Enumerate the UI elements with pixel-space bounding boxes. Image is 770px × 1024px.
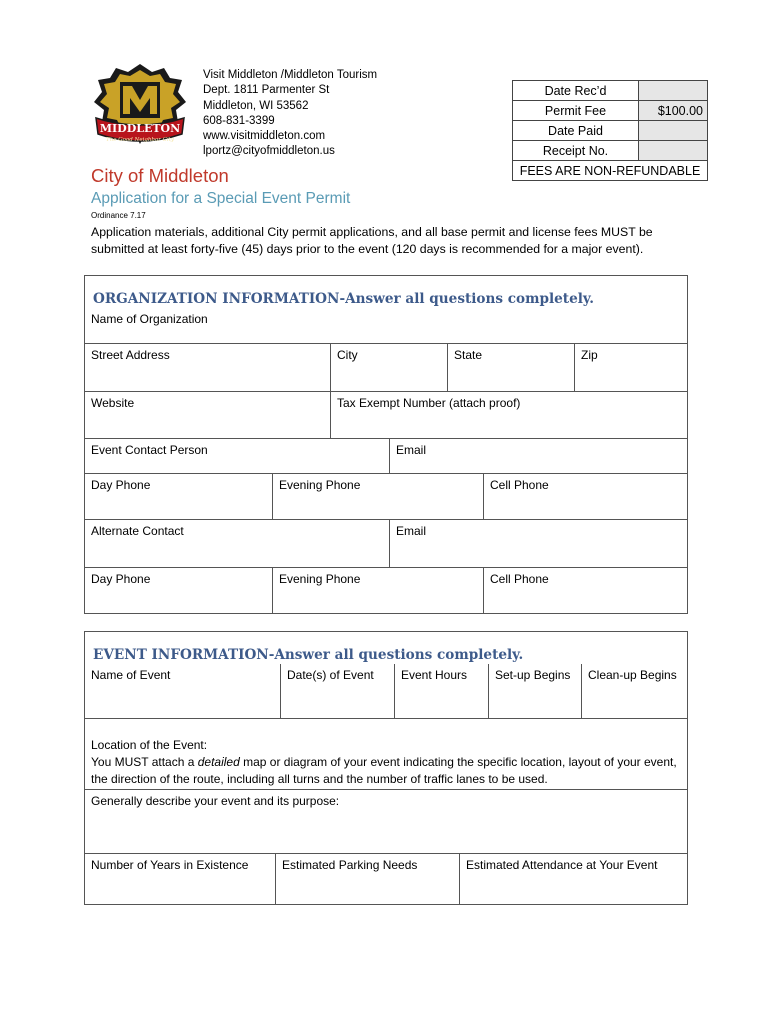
- date-received-field[interactable]: [639, 81, 708, 101]
- organization-section-title: ORGANIZATION INFORMATION-Answer all questions completely.: [93, 291, 594, 307]
- contact-email-field[interactable]: [389, 438, 687, 473]
- office-use-table: [512, 80, 708, 181]
- event-hours-field[interactable]: [394, 664, 488, 718]
- fees-notice: FEES ARE NON-REFUNDABLE: [513, 161, 708, 181]
- location-instructions: You MUST attach a detailed map or diagram of your event indicating the specific location, layout of your event, the direction of the route, including all turns and the number of traffic lanes to be used.: [91, 755, 677, 786]
- field-label: Event Hours: [401, 668, 468, 682]
- event-name-field[interactable]: [85, 664, 280, 718]
- field-label: Clean-up Begins: [588, 668, 677, 682]
- parking-needs-field[interactable]: [275, 853, 459, 904]
- logo-tagline: The Good Neighbor City: [106, 137, 174, 143]
- date-received-label: Date Rec’d: [513, 81, 639, 101]
- field-label: Email: [396, 443, 427, 457]
- date-paid-label: Date Paid: [513, 121, 639, 141]
- field-label: Name of Organization: [91, 312, 208, 326]
- estimated-attendance-field[interactable]: [459, 853, 687, 904]
- event-location-field[interactable]: [85, 718, 687, 789]
- field-label: Evening Phone: [279, 478, 361, 492]
- field-label: State: [454, 348, 483, 362]
- cleanup-begins-field[interactable]: [581, 664, 687, 718]
- receipt-no-field[interactable]: [639, 141, 708, 161]
- field-label: Zip: [581, 348, 598, 362]
- years-in-existence-field[interactable]: [85, 853, 275, 904]
- organization-name-field[interactable]: [85, 308, 687, 343]
- setup-begins-field[interactable]: [488, 664, 581, 718]
- address-line: Visit Middleton /Middleton Tourism: [203, 69, 378, 81]
- event-dates-field[interactable]: [280, 664, 394, 718]
- zip-field[interactable]: [574, 343, 687, 391]
- contact-day-phone-field[interactable]: [85, 473, 272, 519]
- field-label: Cell Phone: [490, 572, 549, 586]
- field-label: Date(s) of Event: [287, 668, 374, 682]
- contact-cell-phone-field[interactable]: [483, 473, 687, 519]
- field-label: Tax Exempt Number (attach proof): [337, 396, 521, 410]
- city-field[interactable]: [330, 343, 447, 391]
- field-label: Estimated Parking Needs: [282, 858, 418, 872]
- field-label: Day Phone: [91, 478, 151, 492]
- date-paid-field[interactable]: [639, 121, 708, 141]
- field-label: Estimated Attendance at Your Event: [466, 858, 658, 872]
- field-label: Day Phone: [91, 572, 151, 586]
- emphasis-text: detailed: [197, 755, 240, 769]
- event-section-title: EVENT INFORMATION-Answer all questions completely.: [93, 647, 524, 663]
- alternate-cell-phone-field[interactable]: [483, 567, 687, 613]
- website-link[interactable]: www.visitmiddleton.com: [203, 130, 326, 143]
- address-line: 608-831-3399: [203, 114, 275, 127]
- field-label: Set-up Begins: [495, 668, 571, 682]
- field-label: Street Address: [91, 348, 170, 362]
- ordinance-label: Ordinance 7.17: [91, 211, 146, 220]
- event-section: [84, 631, 688, 905]
- street-address-field[interactable]: [85, 343, 330, 391]
- receipt-no-label: Receipt No.: [513, 141, 639, 161]
- state-field[interactable]: [447, 343, 574, 391]
- alternate-day-phone-field[interactable]: [85, 567, 272, 613]
- alternate-contact-field[interactable]: [85, 519, 389, 567]
- event-contact-field[interactable]: [85, 438, 389, 473]
- address-line: Middleton, WI 53562: [203, 99, 309, 112]
- field-label: Cell Phone: [490, 478, 549, 492]
- field-label: Event Contact Person: [91, 443, 208, 457]
- field-label: Number of Years in Existence: [91, 858, 249, 872]
- alternate-email-field[interactable]: [389, 519, 687, 567]
- field-label: Alternate Contact: [91, 524, 184, 538]
- intro-text: Application materials, additional City permit applications, and all base permit and license fees MUST be submitted at least forty-five (45) days prior to the event (120 days is recommended for a major event).: [91, 225, 653, 256]
- middleton-logo: [90, 62, 190, 152]
- form-title: Application for a Special Event Permit: [91, 190, 351, 207]
- field-label: Website: [91, 396, 135, 410]
- field-label: Name of Event: [91, 668, 171, 682]
- field-label: Email: [396, 524, 427, 538]
- address-line: Dept. 1811 Parmenter St: [203, 84, 330, 97]
- alternate-evening-phone-field[interactable]: [272, 567, 483, 613]
- address-block: [203, 68, 377, 160]
- website-field[interactable]: [85, 391, 330, 438]
- field-label: City: [337, 348, 358, 362]
- permit-fee-label: Permit Fee: [513, 101, 639, 121]
- field-label: Evening Phone: [279, 572, 361, 586]
- tax-exempt-field[interactable]: [330, 391, 687, 438]
- permit-fee-value: $100.00: [639, 101, 708, 121]
- location-label: Location of the Event:: [91, 738, 208, 752]
- email-link[interactable]: lportz@cityofmiddleton.us: [203, 145, 335, 158]
- contact-evening-phone-field[interactable]: [272, 473, 483, 519]
- organization-section: [84, 275, 688, 614]
- logo-text: MIDDLETON: [99, 122, 181, 135]
- event-description-field[interactable]: [85, 789, 687, 853]
- city-name: City of Middleton: [91, 165, 229, 186]
- field-label: Generally describe your event and its purpose:: [91, 794, 340, 808]
